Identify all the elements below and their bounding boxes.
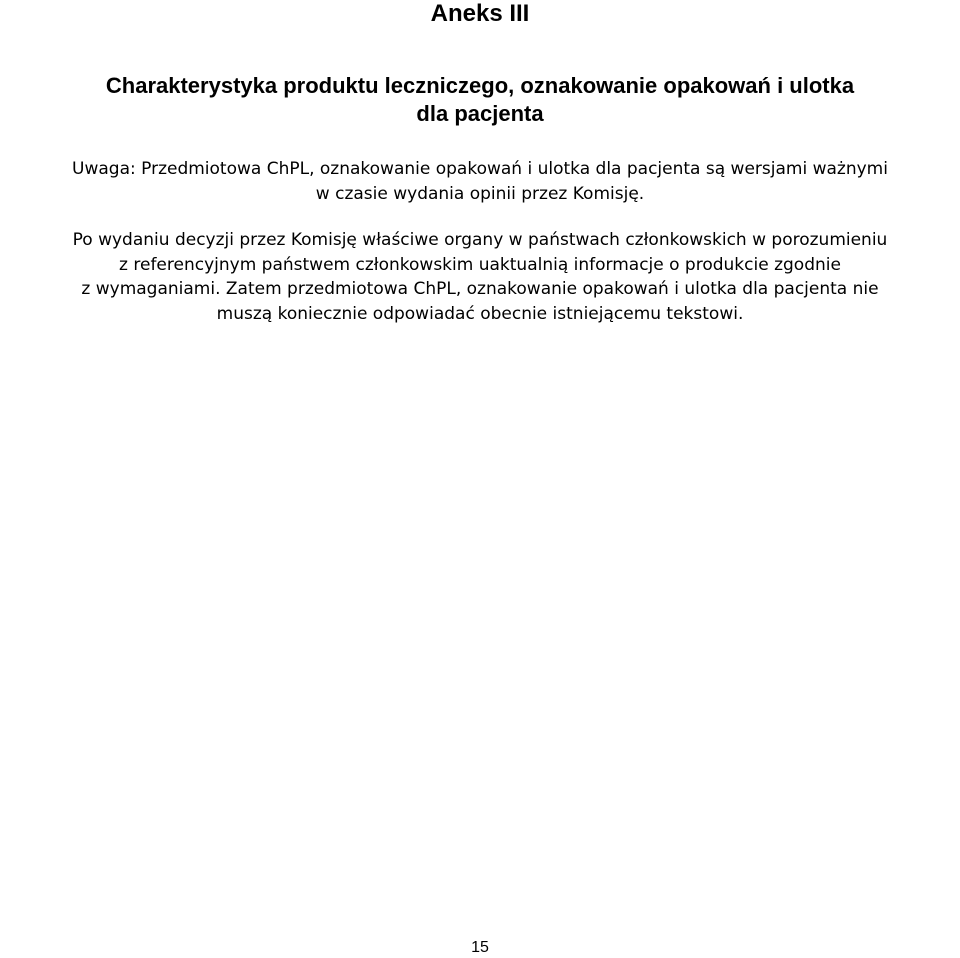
update-notice-line-1: Po wydaniu decyzji przez Komisję właściwe organy w państwach członkowskich w porozumieniu (72, 230, 888, 250)
annex-title: Aneks III (430, 0, 530, 27)
update-notice-line-4: muszą koniecznie odpowiadać obecnie istniejącemu tekstowi. (216, 303, 744, 324)
update-notice-line-3: z wymaganiami. Zatem przedmiotowa ChPL, oznakowanie opakowań i ulotka dla pacjenta nie (81, 279, 879, 299)
document-title-line-1: Charakterystyka produktu leczniczego, oznakowanie opakowań i ulotka (105, 73, 855, 98)
validity-notice-line-2: w czasie wydania opinii przez Komisję. (315, 184, 645, 204)
validity-notice (0, 157, 960, 207)
page-number: 15 (471, 939, 489, 956)
document-title-line-2: dla pacjenta (416, 101, 544, 126)
update-notice-paragraph (0, 228, 960, 326)
update-notice-line-2: z referencyjnym państwem członkowskim uaktualnią informacje o produkcie zgodnie (119, 254, 841, 275)
document-title (0, 72, 960, 128)
validity-notice-line-1: Uwaga: Przedmiotowa ChPL, oznakowanie opakowań i ulotka dla pacjenta są wersjami ważnymi (72, 159, 888, 179)
